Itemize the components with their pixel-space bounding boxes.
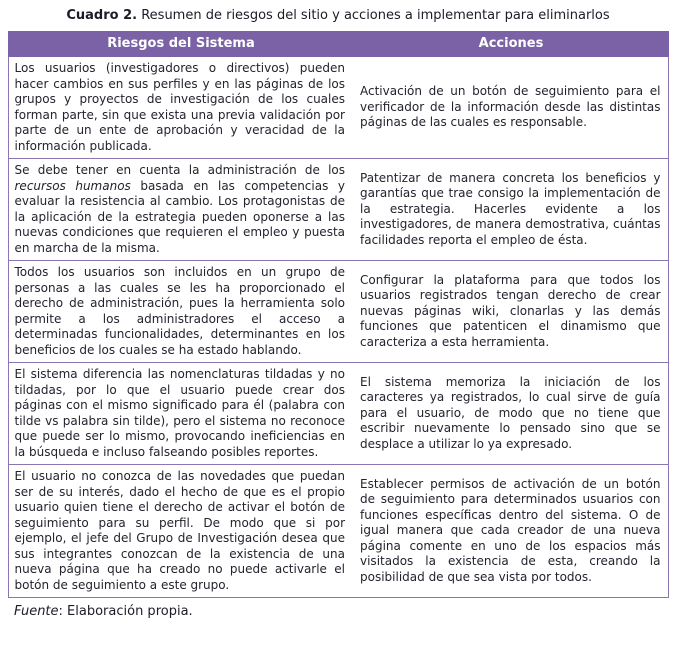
accion-cell-5: Establecer permisos de activación de un botón de seguimiento para determinados usuarios con funciones específicas dentro del sistema. O de igual manera que cada creador de una nueva página comente en uno de los espacios más visitados la existencia de esta, creando la posibilidad de que sea vista por todos. [354,465,668,598]
risks-actions-table [8,31,669,598]
riesgo-cell-3: Todos los usuarios son incluidos en un grupo de personas a las cuales se les ha proporcionado el derecho de administración, pues la herramienta solo permite a los administradores el acceso a determinadas funcionalidades, determinantes en los beneficios de los cuales se ha estado hablando. [8,261,354,363]
riesgo-cell-5: El usuario no conozca de las novedades que puedan ser de su interés, dado el hecho de que es el propio usuario quien tiene el derecho de activar el botón de seguimiento para su perfil. De modo que si por ejemplo, el jefe del Grupo de Investigación desea que sus integrantes conozcan de la existencia de una nueva página que ha creado no puede activarle el botón de seguimiento a este grupo. [8,465,354,598]
riesgo-cell-2 [8,159,354,261]
source-label: Fuente [14,604,59,619]
riesgo-cell-1: Los usuarios (investigadores o directivos) pueden hacer cambios en sus perfiles y en las páginas de los grupos y proyectos de investigación de los cuales forman parte, sin que exista una previa validación por parte de un ente de aprobación y veracidad de la información publicada. [8,57,354,159]
riesgo-text-italic: recursos humanos [14,178,131,193]
table-row [8,261,668,363]
table-row [8,57,668,159]
column-header-riesgos: Riesgos del Sistema [8,32,354,57]
column-header-acciones: Acciones [354,32,668,57]
riesgo-text-pre: Se debe tener en cuenta la administración de los [14,163,345,177]
riesgo-cell-4: El sistema diferencia las nomenclaturas tildadas y no tildadas, por lo que el usuario puede crear dos páginas con el mismo significado para él (palabra con tilde vs palabra sin tilde), pero el sistema no reconoce que puede ser lo mismo, provocando ineficiencias en la búsqueda e incluso falseando posibles reportes. [8,363,354,465]
riesgo-text-post: basada en las competencias y evaluar la resistencia al cambio. Los protagonistas de la aplicación de la estrategia pueden oponerse a las nuevas condiciones que requieren el empleo y puesta en marcha de la misma. [14,178,345,255]
accion-cell-4: El sistema memoriza la iniciación de los caracteres ya registrados, lo cual sirve de guía para el usuario, de modo que no tiene que escribir nuevamente lo pensado sino que se desplace a utilizar lo ya expresado. [354,363,668,465]
table-caption [0,7,676,24]
caption-number: Cuadro 2. [66,8,138,23]
accion-cell-1: Activación de un botón de seguimiento para el verificador de la información desde las distintas páginas de las cuales es responsable. [354,57,668,159]
header-row [8,32,668,57]
table-row [8,363,668,465]
caption-text: Resumen de riesgos del sitio y acciones a implementar para eliminarlos [137,8,610,23]
accion-cell-3: Configurar la plataforma para que todos los usuarios registrados tengan derecho de crear nuevas páginas wiki, clonarlas y las demás funciones que patenticen el dinamismo que caracteriza a esta herramienta. [354,261,668,363]
table-row [8,465,668,598]
source-text: : Elaboración propia. [58,604,193,619]
source-note [0,598,676,620]
table-row [8,159,668,261]
accion-cell-2: Patentizar de manera concreta los beneficios y garantías que trae consigo la implementación de la estrategia. Hacerles evidente a los investigadores, de manera demostrativa, cuántas facilidades reporta el empleo de ésta. [354,159,668,261]
